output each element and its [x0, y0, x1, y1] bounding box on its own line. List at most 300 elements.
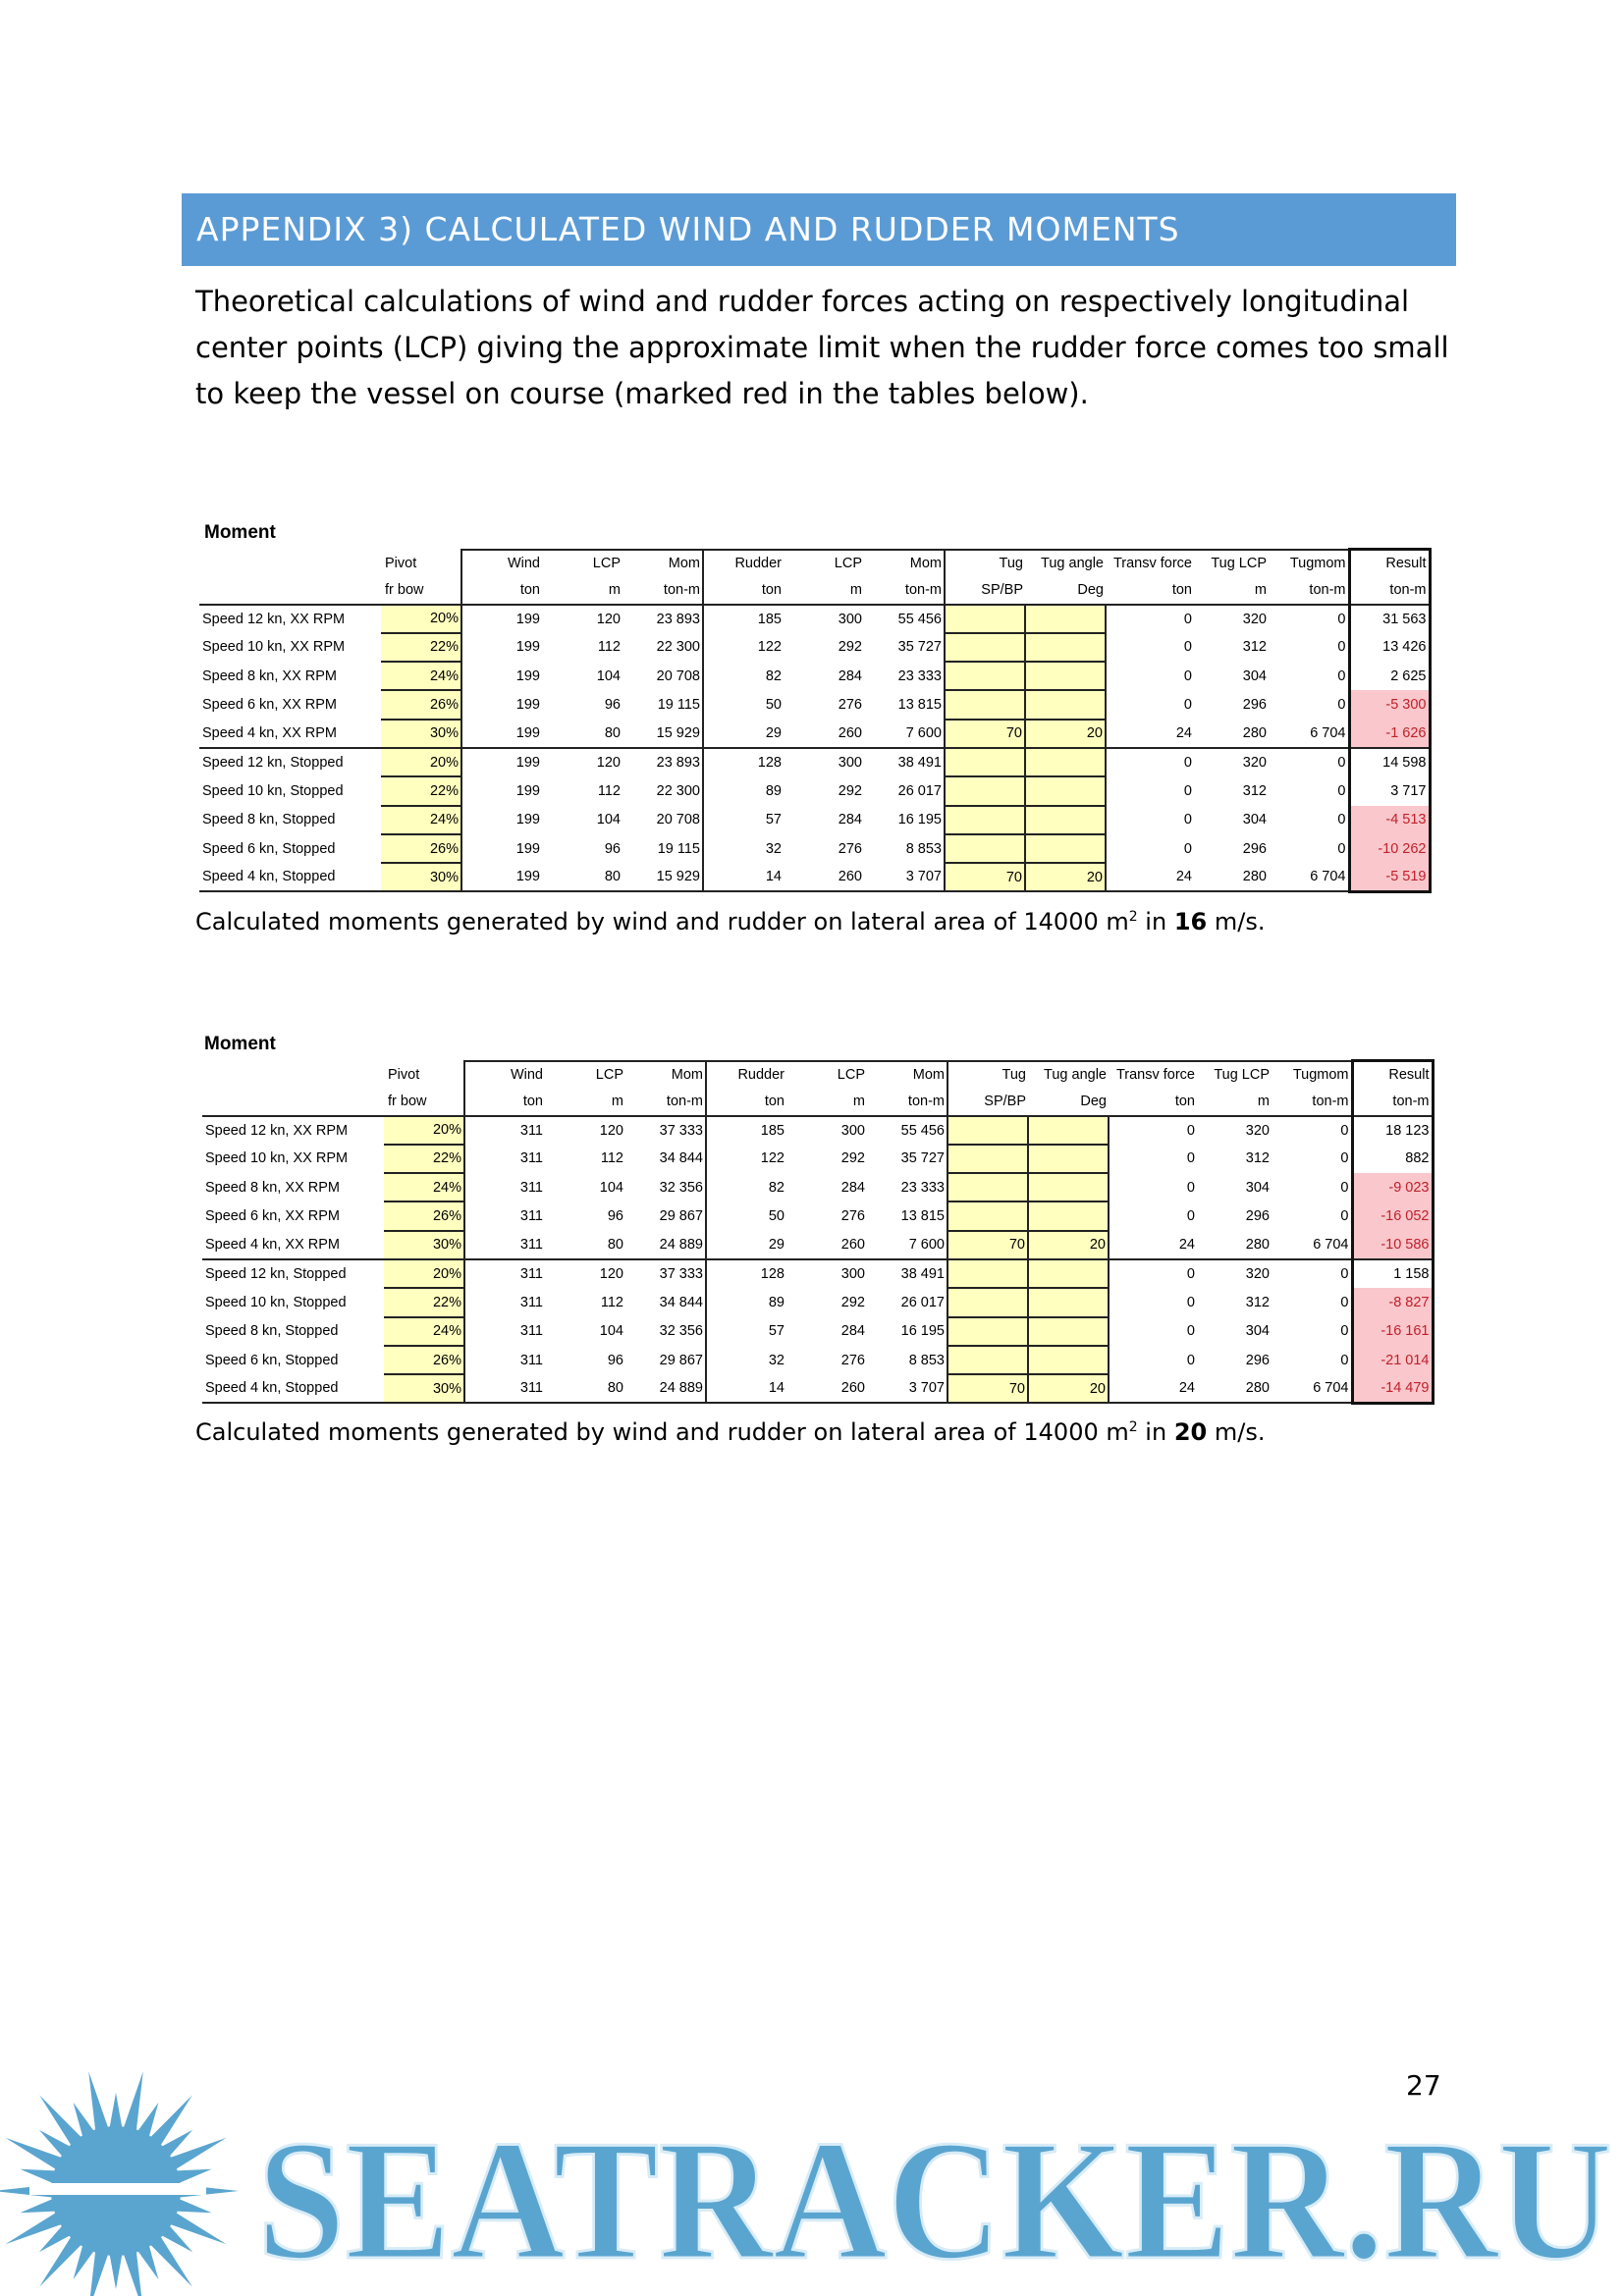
- cell-pivot[interactable]: 22%: [381, 776, 461, 805]
- table-row: [199, 748, 1430, 776]
- cell-tug-angle[interactable]: [1025, 748, 1106, 776]
- cell-rudder: 14: [706, 1374, 786, 1403]
- cell-tug[interactable]: 70: [945, 720, 1025, 748]
- table-2-caption: [195, 1418, 1265, 1446]
- cell-row-label: Speed 8 kn, Stopped: [202, 812, 336, 828]
- cell-row-label: Speed 8 kn, Stopped: [205, 1323, 339, 1340]
- cell-tugmom: 6 704: [1272, 1374, 1352, 1403]
- cell-rudder-mom: 16 195: [897, 812, 942, 828]
- table-row: [202, 1145, 1433, 1173]
- cell-rudder-lcp: 260: [784, 720, 864, 748]
- cell-transv-force: 0: [1109, 1259, 1197, 1288]
- cell-wind-mom: 37 333: [659, 1266, 703, 1283]
- cell-rudder-lcp: 284: [840, 1179, 865, 1196]
- cell-pivot[interactable]: 20%: [381, 605, 461, 633]
- cell-wind: 311: [464, 1374, 545, 1403]
- header-row: [199, 577, 1430, 605]
- caption-mid: in: [1137, 908, 1174, 935]
- table-row: [202, 1288, 1433, 1316]
- cell-pivot[interactable]: 24%: [381, 806, 461, 834]
- cell-tug-angle[interactable]: [1028, 1145, 1109, 1173]
- header-rudder-mom: Mom: [864, 550, 945, 577]
- cell-row-label: Speed 8 kn, XX RPM: [202, 667, 338, 684]
- table-row: [202, 1173, 1433, 1201]
- cell-pivot[interactable]: 26%: [381, 690, 461, 719]
- cell-tug[interactable]: [947, 1116, 1028, 1145]
- cell-wind-mom: 20 708: [656, 812, 700, 828]
- table-row: [199, 806, 1430, 834]
- cell-tug[interactable]: [947, 1317, 1028, 1346]
- cell-tug-angle[interactable]: [1025, 662, 1106, 690]
- cell-tug-angle[interactable]: [1028, 1288, 1109, 1316]
- cell-wind-mom: 22 300: [656, 782, 700, 799]
- cell-tugmom: 0: [1340, 1122, 1349, 1139]
- cell-rudder-mom: 13 815: [900, 1208, 945, 1225]
- table-row: [199, 863, 1430, 891]
- cell-tug-angle[interactable]: 20: [1028, 1374, 1109, 1403]
- cell-rudder-lcp: 276: [838, 697, 862, 714]
- header-rudder: Rudder: [703, 550, 784, 577]
- header-tug-lcp: m: [1194, 577, 1269, 605]
- header-pivot: fr bow: [384, 1089, 464, 1116]
- cell-wind-lcp: 104: [599, 1179, 623, 1196]
- cell-result: -5 300: [1349, 690, 1430, 719]
- cell-row-label: Speed 10 kn, XX RPM: [202, 639, 346, 656]
- cell-rudder-lcp: 276: [838, 840, 862, 857]
- cell-wind: 311: [464, 1231, 545, 1259]
- cell-pivot[interactable]: 24%: [381, 662, 461, 690]
- cell-wind: 311: [464, 1259, 545, 1288]
- cell-pivot[interactable]: 24%: [384, 1317, 464, 1346]
- cell-result: 13 426: [1349, 633, 1430, 662]
- cell-transv-force: 24: [1109, 1374, 1197, 1403]
- cell-tug[interactable]: [947, 1259, 1028, 1288]
- caption-text: Calculated moments generated by wind and rudder on lateral area of 14000 m: [195, 908, 1129, 935]
- cell-wind-lcp: 96: [604, 840, 621, 857]
- cell-wind-lcp: 104: [596, 812, 621, 828]
- cell-rudder-mom: 55 456: [897, 611, 942, 627]
- cell-row-label: Speed 4 kn, XX RPM: [202, 1231, 384, 1259]
- cell-tug-angle[interactable]: [1025, 690, 1106, 719]
- cell-wind-lcp: 104: [596, 667, 621, 684]
- cell-wind-mom: 19 115: [657, 697, 700, 714]
- header-tugmom: Tugmom: [1269, 550, 1349, 577]
- header-transv-force: Transv force: [1106, 550, 1194, 577]
- cell-result: -21 014: [1352, 1346, 1433, 1374]
- cell-wind-lcp: 112: [597, 782, 621, 799]
- cell-tugmom: 0: [1337, 667, 1346, 684]
- cell-wind-mom: 34 844: [659, 1150, 703, 1167]
- header-wind-lcp: m: [542, 577, 623, 605]
- cell-tugmom: 0: [1340, 1179, 1349, 1196]
- header-tugmom: ton-m: [1272, 1089, 1352, 1116]
- cell-rudder-mom: 7 600: [864, 720, 945, 748]
- cell-rudder: 50: [706, 1201, 786, 1230]
- cell-rudder-mom: 13 815: [897, 697, 942, 714]
- cell-result: -5 519: [1349, 863, 1430, 891]
- header-wind: Wind: [461, 550, 542, 577]
- cell-tugmom: 0: [1340, 1352, 1349, 1368]
- header-wind-lcp: LCP: [542, 550, 623, 577]
- cell-tug[interactable]: [945, 776, 1025, 805]
- cell-rudder: 82: [703, 662, 784, 690]
- header-rudder-mom: ton-m: [864, 577, 945, 605]
- cell-wind-lcp: 80: [545, 1374, 625, 1403]
- cell-rudder: 32: [706, 1346, 786, 1374]
- header-tug: SP/BP: [945, 577, 1025, 605]
- cell-tug-lcp: 296: [1242, 697, 1267, 714]
- cell-tug-lcp: 280: [1194, 720, 1269, 748]
- cell-pivot[interactable]: 26%: [384, 1201, 464, 1230]
- cell-wind-lcp: 120: [596, 611, 621, 627]
- cell-row-label: Speed 6 kn, XX RPM: [202, 697, 338, 714]
- header-rudder-lcp: LCP: [786, 1061, 867, 1089]
- cell-wind: 199: [461, 605, 542, 633]
- table-row: [202, 1116, 1433, 1145]
- page-number: 27: [1406, 2069, 1441, 2102]
- cell-transv-force: 0: [1109, 1173, 1197, 1201]
- cell-row-label: Speed 6 kn, XX RPM: [205, 1208, 341, 1225]
- header-wind-mom: Mom: [623, 550, 703, 577]
- cell-transv-force: 0: [1106, 806, 1194, 834]
- cell-tug-lcp: 280: [1194, 863, 1269, 891]
- header-row: [202, 1089, 1433, 1116]
- table-row: [202, 1201, 1433, 1230]
- cell-wind-mom: 29 867: [659, 1352, 703, 1368]
- cell-wind: 199: [461, 834, 542, 863]
- cell-result: 2 625: [1349, 662, 1430, 690]
- cell-wind-mom: 20 708: [656, 667, 700, 684]
- cell-tug-lcp: 304: [1245, 1179, 1270, 1196]
- header-tug-lcp: Tug LCP: [1197, 1061, 1272, 1089]
- cell-result: -14 479: [1352, 1374, 1433, 1403]
- cell-wind: 199: [461, 662, 542, 690]
- header-pivot: Pivot: [385, 555, 417, 571]
- cell-rudder: 57: [703, 806, 784, 834]
- cell-wind-mom: 32 356: [659, 1179, 703, 1196]
- cell-tug-lcp: 312: [1245, 1150, 1270, 1167]
- cell-rudder: 128: [706, 1259, 786, 1288]
- header-row: [202, 1061, 1433, 1089]
- table-row: [199, 605, 1430, 633]
- table-row: [202, 1231, 1433, 1259]
- cell-tug-angle[interactable]: [1028, 1346, 1109, 1374]
- cell-result: 31 563: [1349, 605, 1430, 633]
- cell-rudder-mom: 8 853: [908, 1352, 945, 1368]
- cell-row-label: Speed 8 kn, XX RPM: [205, 1179, 341, 1196]
- cell-rudder: 57: [706, 1317, 786, 1346]
- cell-tug[interactable]: [945, 834, 1025, 863]
- cell-result: 14 598: [1349, 748, 1430, 776]
- cell-rudder: 89: [703, 776, 784, 805]
- cell-row-label: Speed 10 kn, Stopped: [205, 1294, 347, 1310]
- cell-tug-lcp: 312: [1242, 782, 1267, 799]
- cell-wind: 311: [464, 1201, 545, 1230]
- cell-pivot[interactable]: 24%: [384, 1173, 464, 1201]
- cell-wind: 199: [461, 690, 542, 719]
- cell-row-label: Speed 4 kn, Stopped: [202, 1374, 384, 1403]
- cell-wind-lcp: 96: [607, 1208, 623, 1225]
- cell-wind-mom: 15 929: [623, 720, 703, 748]
- cell-rudder-lcp: 300: [840, 1122, 865, 1139]
- cell-tug-lcp: 296: [1245, 1352, 1270, 1368]
- cell-wind-mom: 29 867: [659, 1208, 703, 1225]
- cell-rudder-lcp: 260: [784, 863, 864, 891]
- table-1-caption: [195, 908, 1265, 935]
- header-tug-angle: Deg: [1025, 577, 1106, 605]
- cell-wind-lcp: 120: [596, 755, 621, 772]
- cell-tug-lcp: 280: [1197, 1231, 1272, 1259]
- header-row-label: [202, 1061, 384, 1089]
- cell-tug[interactable]: [947, 1201, 1028, 1230]
- header-pivot: Pivot: [388, 1066, 420, 1083]
- cell-tugmom: 0: [1340, 1150, 1349, 1167]
- cell-wind: 199: [461, 863, 542, 891]
- cell-result: -1 626: [1349, 720, 1430, 748]
- cell-tug-lcp: 296: [1245, 1208, 1270, 1225]
- cell-wind-lcp: 80: [542, 720, 623, 748]
- cell-transv-force: 0: [1106, 776, 1194, 805]
- cell-wind-lcp: 104: [599, 1323, 623, 1340]
- cell-tug[interactable]: [947, 1173, 1028, 1201]
- header-result: Result: [1349, 550, 1430, 577]
- cell-row-label: Speed 12 kn, XX RPM: [205, 1122, 349, 1139]
- cell-tug[interactable]: [947, 1288, 1028, 1316]
- cell-transv-force: 0: [1106, 834, 1194, 863]
- cell-row-label: Speed 4 kn, Stopped: [199, 863, 381, 891]
- cell-tug-lcp: 280: [1197, 1374, 1272, 1403]
- header-rudder: ton: [706, 1089, 786, 1116]
- cell-rudder: 32: [703, 834, 784, 863]
- cell-rudder: 50: [703, 690, 784, 719]
- cell-pivot[interactable]: 20%: [381, 748, 461, 776]
- cell-tug-angle[interactable]: [1025, 834, 1106, 863]
- cell-tugmom: 0: [1337, 755, 1346, 772]
- caption-end: m/s.: [1207, 908, 1266, 935]
- cell-wind-mom: 19 115: [657, 840, 700, 857]
- cell-wind-lcp: 120: [599, 1266, 623, 1283]
- cell-row-label: Speed 6 kn, Stopped: [205, 1352, 339, 1368]
- cell-wind-lcp: 112: [600, 1150, 623, 1167]
- cell-tugmom: 0: [1340, 1266, 1349, 1283]
- cell-tug[interactable]: [945, 690, 1025, 719]
- cell-tug[interactable]: [945, 662, 1025, 690]
- cell-rudder-mom: 35 727: [897, 639, 942, 656]
- cell-pivot[interactable]: 30%: [384, 1231, 464, 1259]
- header-tug: Tug: [947, 1061, 1028, 1089]
- header-wind-lcp: m: [545, 1089, 625, 1116]
- cell-rudder: 29: [706, 1231, 786, 1259]
- cell-rudder-lcp: 284: [838, 667, 862, 684]
- cell-rudder: 29: [703, 720, 784, 748]
- cell-result: -16 052: [1352, 1201, 1433, 1230]
- cell-tug[interactable]: [945, 633, 1025, 662]
- cell-pivot[interactable]: 30%: [381, 720, 461, 748]
- watermark-text: SEATRACKER.RU: [257, 2105, 1612, 2295]
- cell-rudder-lcp: 260: [786, 1231, 867, 1259]
- cell-tug-lcp: 304: [1242, 812, 1267, 828]
- header-tug: Tug: [945, 550, 1025, 577]
- table-2-title: Moment: [204, 1034, 276, 1054]
- header-rudder: Rudder: [706, 1061, 786, 1089]
- header-pivot: fr bow: [381, 577, 461, 605]
- cell-pivot[interactable]: 26%: [381, 834, 461, 863]
- cell-tug-lcp: 304: [1242, 667, 1267, 684]
- cell-tug-lcp: 296: [1242, 840, 1267, 857]
- cell-pivot[interactable]: 20%: [384, 1259, 464, 1288]
- cell-tug[interactable]: 70: [947, 1231, 1028, 1259]
- cell-rudder-mom: 3 707: [867, 1374, 947, 1403]
- header-wind-mom: ton-m: [625, 1089, 706, 1116]
- cell-rudder-mom: 38 491: [897, 755, 942, 772]
- seatracker-watermark: [0, 2061, 1624, 2296]
- header-rudder-lcp: LCP: [784, 550, 864, 577]
- cell-tug-lcp: 312: [1242, 639, 1267, 656]
- cell-wind-lcp: 112: [597, 639, 621, 656]
- header-rudder-lcp: m: [786, 1089, 867, 1116]
- cell-wind-mom: 15 929: [623, 863, 703, 891]
- table-row: [199, 662, 1430, 690]
- cell-row-label: Speed 10 kn, XX RPM: [205, 1150, 349, 1167]
- cell-wind-lcp: 112: [600, 1294, 623, 1310]
- cell-rudder: 82: [706, 1173, 786, 1201]
- cell-wind: 199: [461, 748, 542, 776]
- cell-tug-angle[interactable]: [1025, 605, 1106, 633]
- cell-tug[interactable]: 70: [947, 1374, 1028, 1403]
- cell-rudder-lcp: 284: [838, 812, 862, 828]
- cell-tugmom: 0: [1337, 611, 1346, 627]
- cell-row-label: Speed 12 kn, Stopped: [205, 1266, 347, 1283]
- cell-tugmom: 0: [1340, 1323, 1349, 1340]
- cell-rudder-lcp: 292: [840, 1294, 865, 1310]
- table-row: [202, 1317, 1433, 1346]
- cell-result: -8 827: [1352, 1288, 1433, 1316]
- cell-wind-lcp: 80: [542, 863, 623, 891]
- header-wind-lcp: LCP: [545, 1061, 625, 1089]
- cell-tug-lcp: 320: [1242, 611, 1267, 627]
- caption-wind-speed: 16: [1173, 908, 1208, 935]
- cell-tug[interactable]: [945, 605, 1025, 633]
- cell-rudder: 122: [706, 1145, 786, 1173]
- cell-wind: 199: [461, 806, 542, 834]
- cell-tug[interactable]: [945, 748, 1025, 776]
- cell-wind-mom: 37 333: [659, 1122, 703, 1139]
- cell-tug-angle[interactable]: [1025, 776, 1106, 805]
- cell-result: 18 123: [1352, 1116, 1433, 1145]
- cell-rudder-mom: 38 491: [900, 1266, 945, 1283]
- header-row-label: [199, 577, 381, 605]
- cell-rudder: 185: [703, 605, 784, 633]
- cell-pivot[interactable]: 22%: [384, 1145, 464, 1173]
- cell-tug-angle[interactable]: [1028, 1259, 1109, 1288]
- cell-pivot[interactable]: 30%: [384, 1374, 464, 1403]
- cell-transv-force: 0: [1109, 1116, 1197, 1145]
- header-rudder-mom: Mom: [867, 1061, 947, 1089]
- cell-pivot[interactable]: 22%: [384, 1288, 464, 1316]
- cell-rudder-mom: 55 456: [900, 1122, 945, 1139]
- cell-wind: 199: [461, 720, 542, 748]
- cell-rudder-mom: 26 017: [900, 1294, 945, 1310]
- cell-result: 3 717: [1349, 776, 1430, 805]
- caption-text: Calculated moments generated by wind and rudder on lateral area of 14000 m: [195, 1418, 1129, 1446]
- sun-icon: [0, 2071, 239, 2296]
- cell-rudder: 185: [706, 1116, 786, 1145]
- header-result: ton-m: [1352, 1089, 1433, 1116]
- table-row: [199, 633, 1430, 662]
- cell-rudder-mom: 23 333: [897, 667, 942, 684]
- cell-tug-lcp: 312: [1245, 1294, 1270, 1310]
- cell-tug-angle[interactable]: [1025, 806, 1106, 834]
- cell-tug[interactable]: [947, 1145, 1028, 1173]
- cell-tug-angle[interactable]: [1025, 633, 1106, 662]
- caption-mid: in: [1137, 1418, 1174, 1446]
- cell-transv-force: 0: [1109, 1145, 1197, 1173]
- header-transv-force: Transv force: [1109, 1061, 1197, 1089]
- header-rudder: ton: [703, 577, 784, 605]
- cell-wind-mom: 23 893: [656, 611, 700, 627]
- cell-transv-force: 0: [1106, 633, 1194, 662]
- caption-end: m/s.: [1207, 1418, 1266, 1446]
- header-rudder-mom: ton-m: [867, 1089, 947, 1116]
- cell-tug-angle[interactable]: [1028, 1116, 1109, 1145]
- header-rudder-lcp: m: [784, 577, 864, 605]
- cell-tug[interactable]: 70: [945, 863, 1025, 891]
- cell-tug-angle[interactable]: [1028, 1317, 1109, 1346]
- cell-row-label: Speed 6 kn, Stopped: [202, 840, 336, 857]
- cell-rudder-mom: 26 017: [897, 782, 942, 799]
- cell-result: -9 023: [1352, 1173, 1433, 1201]
- cell-wind-lcp: 96: [607, 1352, 623, 1368]
- header-transv-force: ton: [1109, 1089, 1197, 1116]
- cell-wind-mom: 24 889: [625, 1374, 706, 1403]
- cell-tug-lcp: 320: [1245, 1266, 1270, 1283]
- cell-rudder-lcp: 300: [840, 1266, 865, 1283]
- cell-tug-angle[interactable]: 20: [1028, 1231, 1109, 1259]
- cell-rudder-lcp: 292: [838, 782, 862, 799]
- cell-pivot[interactable]: 20%: [384, 1116, 464, 1145]
- cell-pivot[interactable]: 22%: [381, 633, 461, 662]
- cell-tugmom: 0: [1337, 697, 1346, 714]
- header-wind-mom: ton-m: [623, 577, 703, 605]
- cell-wind-mom: 24 889: [625, 1231, 706, 1259]
- cell-tug-angle[interactable]: 20: [1025, 720, 1106, 748]
- cell-rudder-lcp: 300: [838, 755, 862, 772]
- cell-tug[interactable]: [945, 806, 1025, 834]
- cell-tugmom: 0: [1337, 782, 1346, 799]
- cell-tugmom: 0: [1337, 812, 1346, 828]
- cell-transv-force: 0: [1106, 748, 1194, 776]
- cell-tugmom: 0: [1340, 1208, 1349, 1225]
- cell-pivot[interactable]: 30%: [381, 863, 461, 891]
- cell-transv-force: 0: [1109, 1288, 1197, 1316]
- cell-tugmom: 0: [1337, 840, 1346, 857]
- cell-wind-lcp: 120: [599, 1122, 623, 1139]
- cell-wind: 311: [464, 1346, 545, 1374]
- cell-wind: 311: [464, 1173, 545, 1201]
- appendix-title: APPENDIX 3) CALCULATED WIND AND RUDDER MOMENTS: [196, 210, 1180, 248]
- cell-tug-angle[interactable]: [1028, 1201, 1109, 1230]
- cell-result: 882: [1352, 1145, 1433, 1173]
- cell-tug[interactable]: [947, 1346, 1028, 1374]
- cell-tug-angle[interactable]: 20: [1025, 863, 1106, 891]
- cell-tugmom: 6 704: [1269, 720, 1349, 748]
- cell-pivot[interactable]: 26%: [384, 1346, 464, 1374]
- cell-tug-angle[interactable]: [1028, 1173, 1109, 1201]
- moment-table-20ms: [202, 1059, 1435, 1405]
- header-row-label: [202, 1089, 384, 1116]
- cell-wind: 311: [464, 1145, 545, 1173]
- cell-rudder-mom: 23 333: [900, 1179, 945, 1196]
